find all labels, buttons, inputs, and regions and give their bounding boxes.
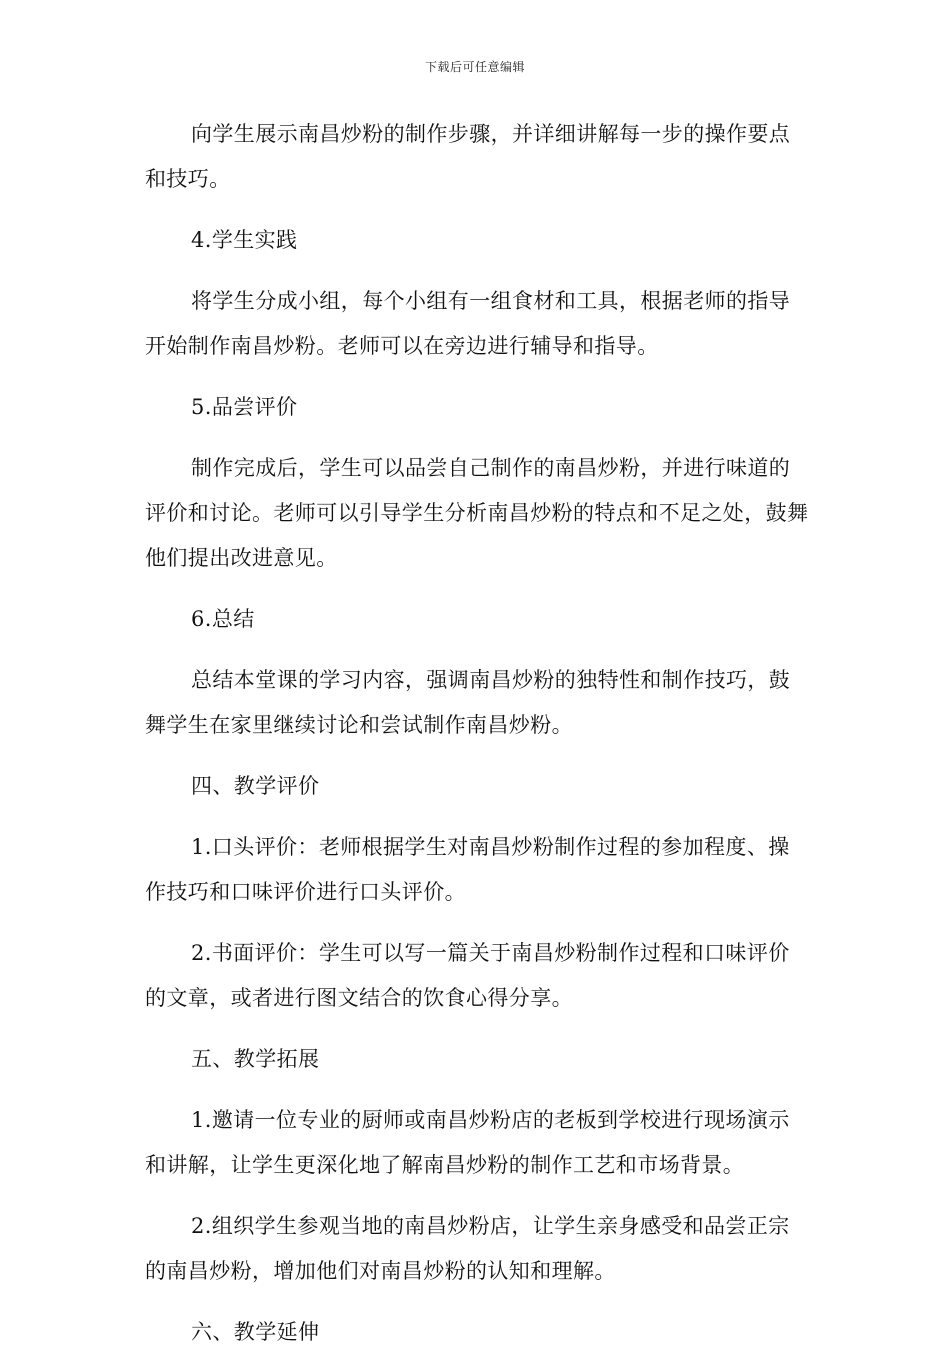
section-teaching-extension: 五、教学拓展 [191,1047,320,1071]
paragraph-visit-shop: 2.组织学生参观当地的南昌炒粉店，让学生亲身感受和品尝正宗的南昌炒粉，增加他们对南昌炒粉的认知和理解。 [145,1214,790,1283]
heading-student-practice: 4.学生实践 [191,228,298,252]
header-note: 下载后可任意编辑 [424,60,525,74]
section-teaching-evaluation: 四、教学评价 [191,774,320,798]
paragraph-student-practice: 将学生分成小组，每个小组有一组食材和工具，根据老师的指导开始制作南昌炒粉。老师可以在旁边进行辅导和指导。 [145,289,791,358]
paragraph-oral-evaluation: 1.口头评价：老师根据学生对南昌炒粉制作过程的参加程度、操作技巧和口味评价进行口头评价。 [145,835,790,904]
document-body [145,112,810,1371]
paragraph-written-evaluation: 2.书面评价：学生可以写一篇关于南昌炒粉制作过程和口味评价的文章，或者进行图文结合的饮食心得分享。 [145,941,790,1010]
paragraph-summary: 总结本堂课的学习内容，强调南昌炒粉的独特性和制作技巧，鼓舞学生在家里继续讨论和尝试制作南昌炒粉。 [145,668,791,737]
heading-tasting-evaluation: 5.品尝评价 [191,395,298,419]
section-teaching-continuation: 六、教学延伸 [191,1320,320,1344]
paragraph-tasting-evaluation: 制作完成后，学生可以品尝自己制作的南昌炒粉，并进行味道的评价和讨论。老师可以引导学生分析南昌炒粉的特点和不足之处，鼓舞他们提出改进意见。 [145,456,809,570]
heading-summary: 6.总结 [191,607,255,631]
paragraph-demo-steps: 向学生展示南昌炒粉的制作步骤，并详细讲解每一步的操作要点和技巧。 [145,122,791,191]
paragraph-invite-chef: 1.邀请一位专业的厨师或南昌炒粉店的老板到学校进行现场演示和讲解，让学生更深化地了解南昌炒粉的制作工艺和市场背景。 [145,1108,790,1177]
